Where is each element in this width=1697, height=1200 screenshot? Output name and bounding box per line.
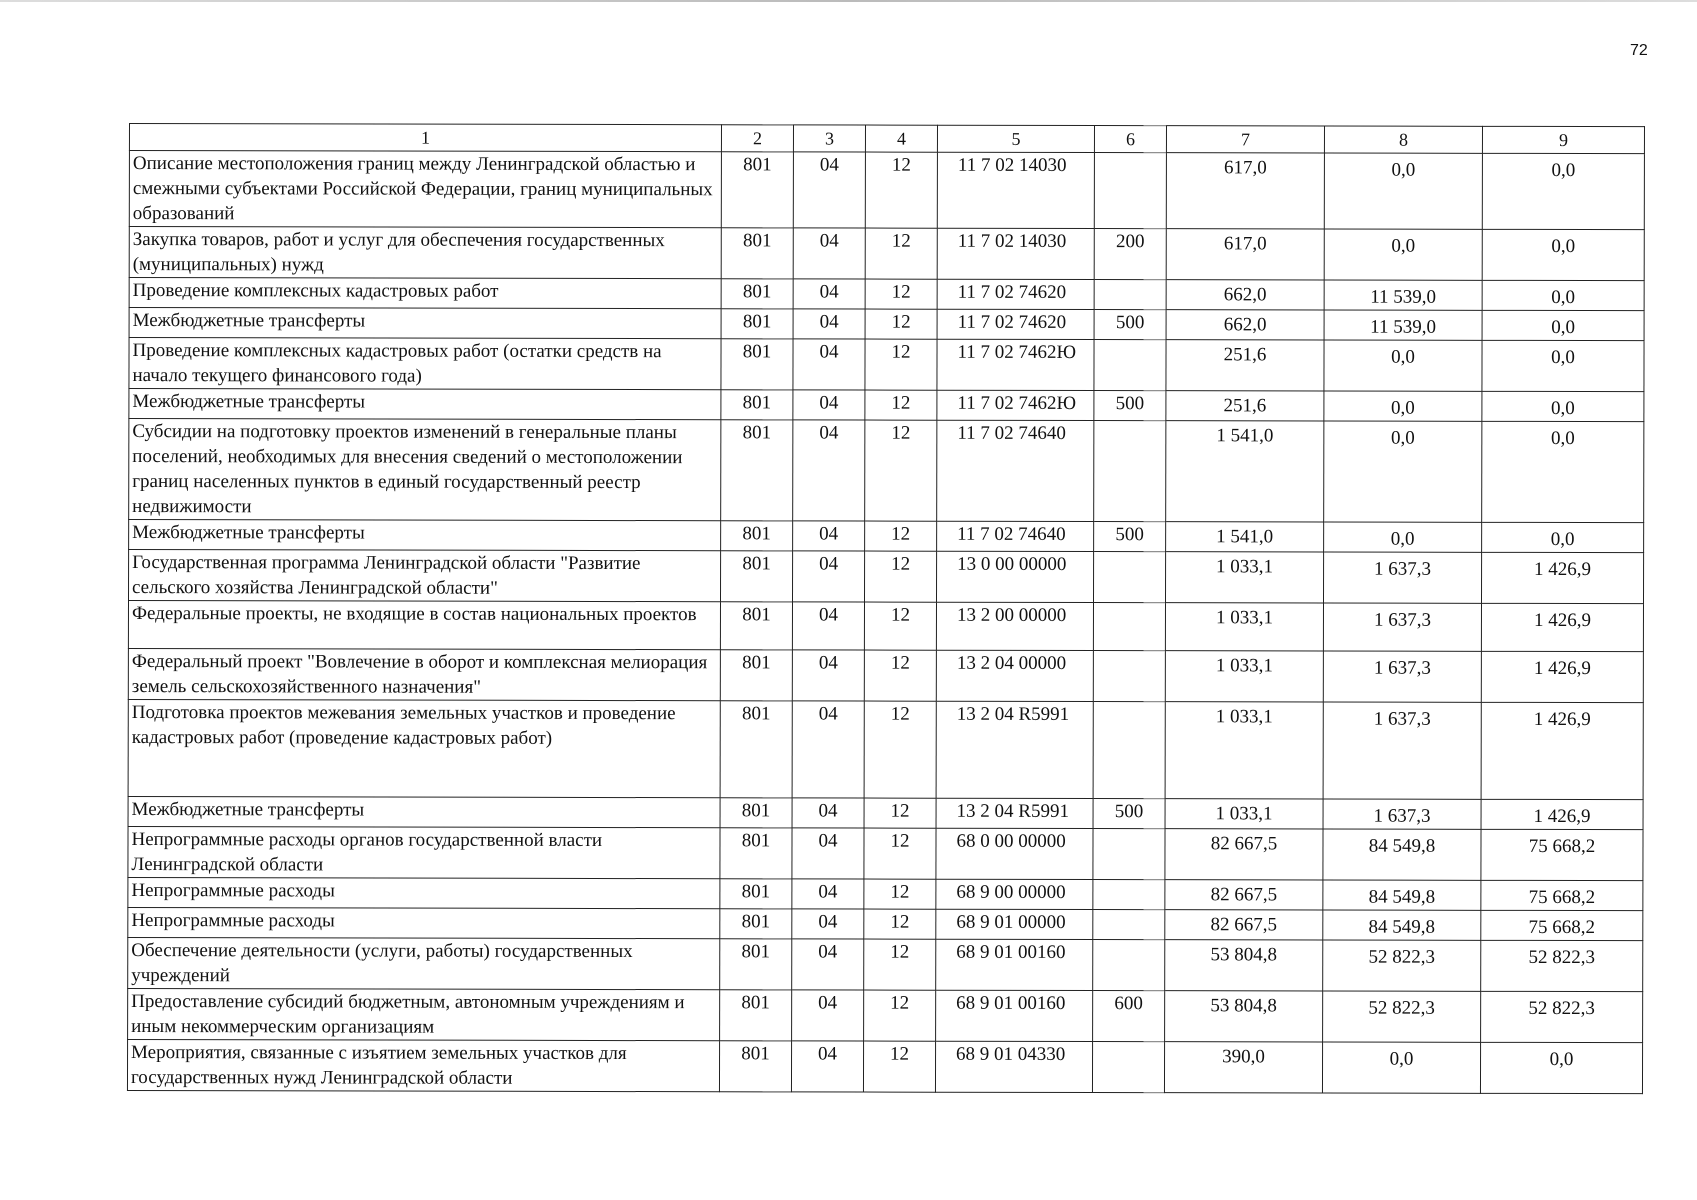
- row-expense-type-cell: [1093, 702, 1165, 799]
- row-value-col7-cell: 251,6: [1166, 391, 1324, 421]
- row-value-col8-cell: 1 637,3: [1323, 651, 1481, 702]
- row-section-cell: 04: [792, 798, 864, 828]
- table-row: [128, 877, 1643, 910]
- row-subsection-cell: 12: [864, 939, 936, 990]
- row-value-col7-cell: 251,6: [1166, 340, 1324, 391]
- header-cell: 6: [1094, 126, 1166, 153]
- row-code-cell: 801: [719, 1041, 791, 1092]
- row-value-col8-cell: 11 539,0: [1324, 280, 1482, 310]
- table-row: [129, 389, 1644, 422]
- row-value-col7-cell: 82 667,5: [1165, 910, 1323, 940]
- row-value-col9-cell: 1 426,9: [1481, 552, 1643, 603]
- row-code-cell: 801: [720, 602, 792, 650]
- row-value-col8-cell: 1 637,3: [1323, 702, 1481, 799]
- row-subsection-cell: 12: [865, 339, 937, 390]
- row-value-col8-cell: 84 549,8: [1323, 910, 1481, 940]
- row-value-col9-cell: 0,0: [1482, 522, 1644, 552]
- row-target-article-cell: 11 7 02 14030: [937, 228, 1094, 279]
- row-name-cell: Описание местоположения границ между Ленинградской областью и смежными субъектами Российской Федерации, границ муниципальных образований: [129, 151, 721, 228]
- row-code-cell: 801: [721, 390, 793, 420]
- table-row: [128, 988, 1643, 1042]
- row-section-cell: 04: [792, 650, 864, 701]
- row-name-cell: Предоставление субсидий бюджетным, автономным учреждениям и иным некоммерческим организациям: [128, 988, 720, 1040]
- row-code-cell: 801: [721, 420, 793, 521]
- row-value-col8-cell: 0,0: [1324, 340, 1482, 391]
- header-cell: 7: [1166, 126, 1324, 153]
- row-code-cell: 801: [720, 701, 792, 798]
- row-target-article-cell: 68 9 00 00000: [936, 879, 1093, 909]
- row-value-col7-cell: 662,0: [1166, 280, 1324, 310]
- row-value-col8-cell: 84 549,8: [1323, 829, 1481, 880]
- row-value-col7-cell: 82 667,5: [1165, 829, 1323, 880]
- row-section-cell: 04: [792, 602, 864, 650]
- row-value-col7-cell: 53 804,8: [1165, 991, 1323, 1042]
- row-value-col9-cell: 0,0: [1482, 153, 1644, 229]
- row-subsection-cell: 12: [865, 279, 937, 309]
- row-value-col8-cell: 1 637,3: [1323, 552, 1481, 603]
- row-name-cell: Государственная программа Ленинградской области "Развитие сельского хозяйства Ленинградской области": [128, 550, 720, 602]
- row-value-col9-cell: 0,0: [1482, 280, 1644, 310]
- row-value-col7-cell: 82 667,5: [1165, 880, 1323, 910]
- row-value-col8-cell: 1 637,3: [1323, 603, 1481, 651]
- row-value-col8-cell: 0,0: [1324, 421, 1482, 522]
- row-name-cell: Непрограммные расходы: [128, 907, 720, 938]
- row-name-cell: Межбюджетные трансферты: [129, 520, 721, 551]
- row-target-article-cell: 68 9 01 00160: [936, 990, 1093, 1041]
- row-target-article-cell: 11 7 02 74640: [937, 521, 1094, 551]
- header-row: [129, 124, 1644, 154]
- table-row: [128, 648, 1643, 702]
- row-expense-type-cell: [1093, 552, 1165, 603]
- row-section-cell: 04: [792, 879, 864, 909]
- row-value-col7-cell: 1 033,1: [1165, 552, 1323, 603]
- table-row: [129, 227, 1644, 281]
- row-section-cell: 04: [792, 990, 864, 1041]
- row-subsection-cell: 12: [865, 152, 937, 228]
- row-subsection-cell: 12: [865, 390, 937, 420]
- page-number: 72: [1630, 42, 1648, 59]
- row-expense-type-cell: [1093, 829, 1165, 880]
- row-target-article-cell: 11 7 02 74620: [937, 309, 1094, 339]
- row-value-col7-cell: 617,0: [1166, 153, 1324, 229]
- row-section-cell: 04: [793, 339, 865, 390]
- row-code-cell: 801: [720, 909, 792, 939]
- row-expense-type-cell: [1093, 880, 1165, 910]
- row-expense-type-cell: [1093, 603, 1165, 651]
- row-value-col8-cell: 52 822,3: [1323, 991, 1481, 1042]
- row-value-col9-cell: 0,0: [1482, 391, 1644, 421]
- row-name-cell: Обеспечение деятельности (услуги, работы) государственных учреждений: [128, 937, 720, 989]
- row-expense-type-cell: [1093, 940, 1165, 991]
- table-row: [129, 338, 1644, 392]
- table-row: [128, 796, 1643, 829]
- row-value-col7-cell: 617,0: [1166, 229, 1324, 280]
- row-code-cell: 801: [721, 339, 793, 390]
- row-subsection-cell: 12: [864, 990, 936, 1041]
- row-target-article-cell: 68 0 00 00000: [936, 828, 1093, 879]
- row-expense-type-cell: 600: [1093, 991, 1165, 1042]
- table-row: [128, 550, 1643, 604]
- table-row: [129, 520, 1644, 553]
- row-value-col9-cell: 52 822,3: [1481, 940, 1643, 991]
- row-value-col7-cell: 1 033,1: [1165, 799, 1323, 829]
- table-row: [128, 601, 1643, 652]
- header-cell: 2: [721, 125, 793, 152]
- budget-table-wrapper: [127, 123, 1645, 1094]
- row-section-cell: 04: [792, 551, 864, 602]
- row-expense-type-cell: 200: [1094, 229, 1166, 280]
- header-cell: 9: [1482, 126, 1644, 153]
- row-expense-type-cell: [1093, 910, 1165, 940]
- row-subsection-cell: 12: [863, 1041, 935, 1092]
- row-subsection-cell: 12: [864, 798, 936, 828]
- row-subsection-cell: 12: [864, 650, 936, 701]
- header-cell: 1: [129, 124, 721, 152]
- row-value-col9-cell: 1 426,9: [1481, 702, 1643, 799]
- row-name-cell: Федеральный проект "Вовлечение в оборот и комплексная мелиорация земель сельскохозяйственного назначения": [128, 648, 720, 700]
- row-value-col8-cell: 0,0: [1324, 229, 1482, 280]
- row-expense-type-cell: 500: [1094, 310, 1166, 340]
- header-cell: 3: [793, 125, 865, 152]
- row-subsection-cell: 12: [864, 909, 936, 939]
- row-value-col9-cell: 75 668,2: [1481, 829, 1643, 880]
- row-target-article-cell: 11 7 02 14030: [937, 152, 1094, 228]
- row-target-article-cell: 68 9 01 00160: [936, 939, 1093, 990]
- row-value-col7-cell: 1 033,1: [1165, 603, 1323, 651]
- row-name-cell: Федеральные проекты, не входящие в состав национальных проектов: [128, 601, 720, 650]
- row-target-article-cell: 11 7 02 74640: [937, 420, 1094, 521]
- row-value-col8-cell: 0,0: [1324, 522, 1482, 552]
- row-code-cell: 801: [720, 650, 792, 701]
- row-name-cell: Межбюджетные трансферты: [129, 389, 721, 420]
- row-subsection-cell: 12: [865, 420, 937, 521]
- row-expense-type-cell: [1092, 1042, 1164, 1093]
- row-name-cell: Проведение комплексных кадастровых работ (остатки средств на начало текущего финансового года): [129, 338, 721, 390]
- row-section-cell: 04: [793, 420, 865, 521]
- row-subsection-cell: 12: [864, 602, 936, 650]
- row-subsection-cell: 12: [864, 879, 936, 909]
- table-row: [128, 826, 1643, 880]
- row-target-article-cell: 11 7 02 74620: [937, 279, 1094, 309]
- row-name-cell: Межбюджетные трансферты: [128, 796, 720, 827]
- row-subsection-cell: 12: [865, 228, 937, 279]
- row-value-col9-cell: 75 668,2: [1481, 880, 1643, 910]
- row-target-article-cell: 13 2 04 R5991: [936, 798, 1093, 828]
- row-value-col9-cell: 0,0: [1480, 1042, 1642, 1093]
- row-name-cell: Подготовка проектов межевания земельных участков и проведение кадастровых работ (проведение кадастровых работ): [128, 699, 720, 797]
- row-value-col7-cell: 53 804,8: [1165, 940, 1323, 991]
- row-value-col9-cell: 1 426,9: [1481, 603, 1643, 651]
- row-target-article-cell: 11 7 02 7462Ю: [937, 390, 1094, 420]
- row-code-cell: 801: [721, 152, 793, 228]
- row-code-cell: 801: [721, 521, 793, 551]
- row-section-cell: 04: [793, 521, 865, 551]
- row-value-col7-cell: 1 541,0: [1166, 522, 1324, 552]
- row-section-cell: 04: [793, 309, 865, 339]
- row-code-cell: 801: [720, 939, 792, 990]
- row-value-col8-cell: 0,0: [1322, 1042, 1480, 1093]
- row-value-col8-cell: 11 539,0: [1324, 310, 1482, 340]
- row-subsection-cell: 12: [865, 309, 937, 339]
- row-code-cell: 801: [720, 879, 792, 909]
- row-target-article-cell: 13 2 00 00000: [936, 602, 1093, 650]
- row-target-article-cell: 68 9 01 00000: [936, 909, 1093, 939]
- header-cell: 8: [1324, 126, 1482, 153]
- row-value-col9-cell: 0,0: [1482, 340, 1644, 391]
- row-expense-type-cell: 500: [1093, 799, 1165, 829]
- row-subsection-cell: 12: [864, 551, 936, 602]
- row-expense-type-cell: [1094, 280, 1166, 310]
- row-value-col7-cell: 1 541,0: [1166, 421, 1324, 522]
- row-value-col7-cell: 662,0: [1166, 310, 1324, 340]
- table-row: [129, 308, 1644, 341]
- row-target-article-cell: 13 2 04 R5991: [936, 701, 1093, 798]
- row-expense-type-cell: 500: [1094, 391, 1166, 421]
- row-section-cell: 04: [792, 909, 864, 939]
- row-value-col8-cell: 1 637,3: [1323, 799, 1481, 829]
- row-value-col9-cell: 0,0: [1482, 421, 1644, 522]
- header-cell: 4: [865, 125, 937, 152]
- table-row: [129, 419, 1644, 523]
- row-code-cell: 801: [720, 990, 792, 1041]
- table-row: [129, 151, 1644, 230]
- row-name-cell: Проведение комплексных кадастровых работ: [129, 278, 721, 309]
- row-value-col8-cell: 84 549,8: [1323, 880, 1481, 910]
- table-row: [128, 699, 1643, 799]
- row-section-cell: 04: [792, 828, 864, 879]
- row-value-col9-cell: 75 668,2: [1481, 910, 1643, 940]
- row-target-article-cell: 11 7 02 7462Ю: [937, 339, 1094, 390]
- row-code-cell: 801: [721, 309, 793, 339]
- row-section-cell: 04: [792, 701, 864, 798]
- row-section-cell: 04: [791, 1041, 863, 1092]
- row-name-cell: Межбюджетные трансферты: [129, 308, 721, 339]
- row-name-cell: Непрограммные расходы органов государственной власти Ленинградской области: [128, 826, 720, 878]
- table-row: [127, 1039, 1642, 1093]
- row-code-cell: 801: [720, 551, 792, 602]
- table-row: [128, 907, 1643, 940]
- row-subsection-cell: 12: [865, 521, 937, 551]
- row-value-col9-cell: 0,0: [1482, 229, 1644, 280]
- row-value-col7-cell: 1 033,1: [1165, 702, 1323, 799]
- row-value-col9-cell: 0,0: [1482, 310, 1644, 340]
- header-cell: 5: [937, 125, 1094, 152]
- row-name-cell: Закупка товаров, работ и услуг для обеспечения государственных (муниципальных) нужд: [129, 227, 721, 279]
- row-expense-type-cell: [1094, 153, 1166, 229]
- row-expense-type-cell: 500: [1094, 522, 1166, 552]
- row-subsection-cell: 12: [864, 701, 936, 798]
- budget-table: [127, 123, 1645, 1094]
- row-value-col9-cell: 1 426,9: [1481, 799, 1643, 829]
- row-value-col9-cell: 1 426,9: [1481, 651, 1643, 702]
- row-name-cell: Мероприятия, связанные с изъятием земельных участков для государственных нужд Ленинградской области: [127, 1039, 719, 1091]
- row-value-col8-cell: 52 822,3: [1323, 940, 1481, 991]
- row-section-cell: 04: [793, 228, 865, 279]
- row-section-cell: 04: [792, 939, 864, 990]
- table-row: [129, 278, 1644, 311]
- row-target-article-cell: 13 0 00 00000: [936, 551, 1093, 602]
- row-section-cell: 04: [793, 152, 865, 228]
- row-code-cell: 801: [721, 228, 793, 279]
- row-subsection-cell: 12: [864, 828, 936, 879]
- row-name-cell: Субсидии на подготовку проектов изменений в генеральные планы поселений, необходимых для внесения сведений о местоположении границ населенных пунктов в единый государственный реестр недвижимости: [129, 419, 721, 521]
- row-code-cell: 801: [720, 828, 792, 879]
- row-value-col7-cell: 390,0: [1164, 1042, 1322, 1093]
- row-name-cell: Непрограммные расходы: [128, 877, 720, 908]
- row-expense-type-cell: [1093, 651, 1165, 702]
- row-code-cell: 801: [721, 279, 793, 309]
- row-expense-type-cell: [1094, 340, 1166, 391]
- row-code-cell: 801: [720, 798, 792, 828]
- table-row: [128, 937, 1643, 991]
- row-value-col8-cell: 0,0: [1324, 153, 1482, 229]
- table-body: [127, 151, 1644, 1094]
- row-section-cell: 04: [793, 390, 865, 420]
- row-value-col7-cell: 1 033,1: [1165, 651, 1323, 702]
- row-target-article-cell: 13 2 04 00000: [936, 650, 1093, 701]
- row-target-article-cell: 68 9 01 04330: [935, 1041, 1092, 1092]
- row-section-cell: 04: [793, 279, 865, 309]
- top-scan-edge: [0, 0, 1697, 2]
- row-expense-type-cell: [1094, 421, 1166, 522]
- row-value-col9-cell: 52 822,3: [1481, 991, 1643, 1042]
- row-value-col8-cell: 0,0: [1324, 391, 1482, 421]
